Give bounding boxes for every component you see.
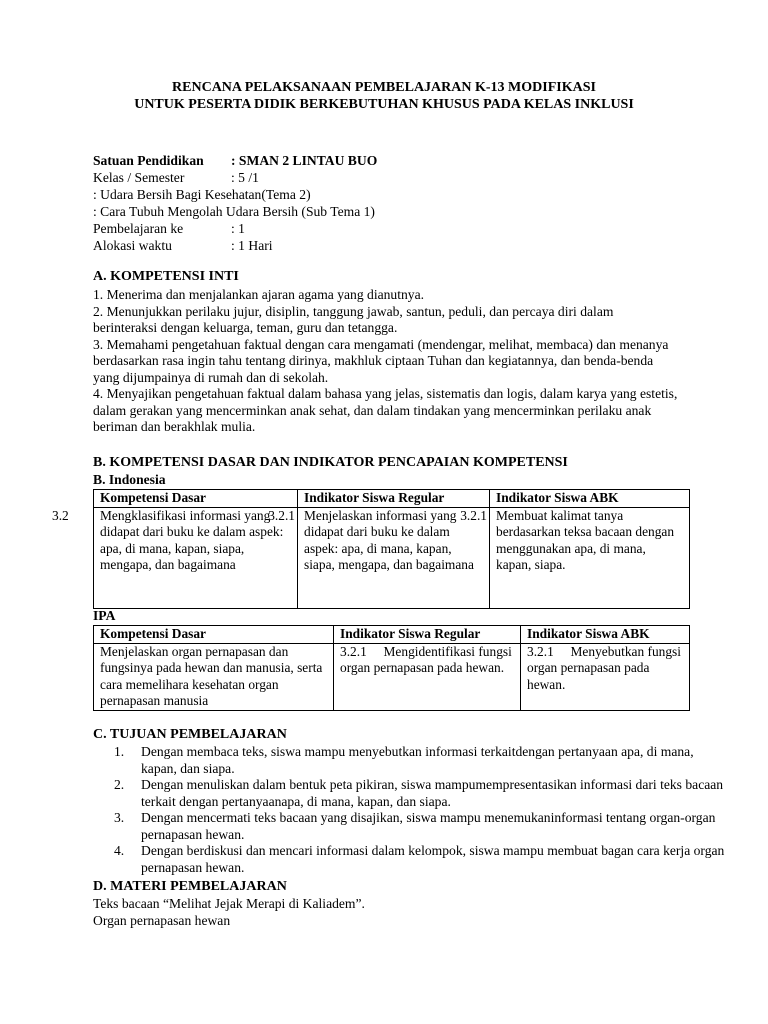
- ipa-kd-table: [93, 625, 690, 711]
- bindo-reg-text: Menjelaskan informasi yang didapat dari buku ke dalam aspek: apa, di mana, kapan, siapa, mengapa, dan bagaimana: [304, 507, 474, 572]
- col-header-abk: Indikator Siswa ABK: [490, 490, 690, 508]
- bindo-kd-table: [52, 489, 690, 609]
- doc-title-line-2: UNTUK PESERTA DIDIK BERKEBUTUHAN KHUSUS PADA KELAS INKLUSI: [134, 97, 634, 112]
- list-item-text: Dengan berdiskusi dan mencari informasi dalam kelompok, siswa mampu membuat bagan cara kerja organ pernapasan hewan.: [141, 843, 725, 875]
- pembelajaran-label: Pembelajaran ke: [93, 221, 184, 236]
- ki-item-2: 2. Menunjukkan perilaku jujur, disiplin, tanggung jawab, santun, peduli, dan percaya diri dalam berinteraksi dengan keluarga, teman, guru dan tetangga.: [93, 303, 614, 335]
- table-row: [94, 643, 690, 710]
- alokasi-value: : 1 Hari: [231, 238, 273, 253]
- list-item: [114, 777, 726, 810]
- section-heading-tujuan: C. TUJUAN PEMBELAJARAN: [93, 727, 287, 742]
- bindo-kd-cell: [52, 507, 298, 608]
- bindo-kd-text: Mengklasifikasi informasi yang didapat dari buku ke dalam aspek: apa, di mana, kapan, siapa, mengapa, dan bagaimana: [100, 507, 284, 572]
- alokasi-label: Alokasi waktu: [93, 238, 172, 253]
- bindo-abk-cell: [490, 507, 690, 608]
- bindo-kd-number: 3.2: [52, 507, 69, 523]
- bindo-reg-number: 3.2.1: [268, 507, 295, 523]
- subject-bindo: B. Indonesia: [93, 472, 166, 487]
- list-item: [114, 810, 726, 843]
- tujuan-list: [93, 744, 726, 876]
- satuan-value: : SMAN 2 LINTAU BUO: [231, 153, 378, 168]
- table-header-row: [94, 626, 690, 644]
- bindo-reg-cell: [298, 507, 490, 608]
- list-item: [114, 744, 726, 777]
- col-header-kd: Kompetensi Dasar: [94, 490, 298, 508]
- bindo-abk-number: 3.2.1: [460, 507, 487, 523]
- list-item: [114, 843, 726, 876]
- list-item-text: Dengan membaca teks, siswa mampu menyebutkan informasi terkaitdengan pertanyaan apa, di mana, kapan, dan siapa.: [141, 744, 694, 776]
- table-row: [94, 507, 690, 608]
- list-item-number: 3.: [114, 810, 125, 825]
- bindo-abk-text: Membuat kalimat tanya berdasarkan teksa bacaan dengan menggunakan apa, di mana, kapan, siapa.: [496, 507, 675, 572]
- list-item-number: 2.: [114, 777, 125, 792]
- materi-line-2: Organ pernapasan hewan: [93, 913, 231, 928]
- satuan-label: Satuan Pendidikan: [93, 153, 204, 168]
- doc-title-line-1: RENCANA PELAKSANAAN PEMBELAJARAN K-13 MODIFIKASI: [172, 80, 596, 95]
- tema-line: : Udara Bersih Bagi Kesehatan(Tema 2): [93, 187, 311, 202]
- col-header-regular: Indikator Siswa Regular: [334, 626, 521, 644]
- ipa-kd-cell: Menjelaskan organ pernapasan dan fungsinya pada hewan dan manusia, serta cara memelihara kesehatan organ pernapasan manusia: [94, 643, 334, 710]
- pembelajaran-value: : 1: [231, 221, 245, 236]
- list-item-text: Dengan mencermati teks bacaan yang disajikan, siswa mampu menemukaninformasi tentang organ-organ pernapasan hewan.: [141, 810, 716, 842]
- ki-item-1: 1. Menerima dan menjalankan ajaran agama yang dianutnya.: [93, 287, 425, 302]
- col-header-regular: Indikator Siswa Regular: [298, 490, 490, 508]
- col-header-kd: Kompetensi Dasar: [94, 626, 334, 644]
- table-header-row: [94, 490, 690, 508]
- ipa-reg-cell: 3.2.1 Mengidentifikasi fungsi organ pernapasan pada hewan.: [334, 643, 521, 710]
- list-item-number: 4.: [114, 843, 125, 858]
- ipa-abk-cell: 3.2.1 Menyebutkan fungsi organ pernapasan pada hewan.: [521, 643, 690, 710]
- materi-line-1: Teks bacaan “Melihat Jejak Merapi di Kaliadem”.: [93, 896, 365, 911]
- ki-item-4: 4. Menyajikan pengetahuan faktual dalam bahasa yang jelas, sistematis dan logis, dalam karya yang estetis, dalam gerakan yang mencerminkan anak sehat, dan dalam tindakan yang mencerminkan perilaku anak beriman dan berakhlak mulia.: [93, 386, 678, 434]
- list-item-text: Dengan menuliskan dalam bentuk peta pikiran, siswa mampumempresentasikan informasi dari teks bacaan terkait dengan pertanyaanapa, di mana, kapan, dan siapa.: [141, 777, 724, 809]
- subtema-line: : Cara Tubuh Mengolah Udara Bersih (Sub Tema 1): [93, 204, 375, 219]
- subject-ipa: IPA: [93, 608, 116, 623]
- kompetensi-inti-list: [93, 287, 678, 436]
- section-heading-materi: D. MATERI PEMBELAJARAN: [93, 879, 287, 894]
- list-item-number: 1.: [114, 744, 125, 759]
- section-heading-kompetensi-dasar: B. KOMPETENSI DASAR DAN INDIKATOR PENCAPAIAN KOMPETENSI: [93, 455, 568, 470]
- section-heading-kompetensi-inti: A. KOMPETENSI INTI: [93, 269, 239, 284]
- kelas-label: Kelas / Semester: [93, 170, 185, 185]
- ki-item-3: 3. Memahami pengetahuan faktual dengan cara mengamati (mendengar, melihat, membaca) dan menanya berdasarkan rasa ingin tahu tentang dirinya, makhluk ciptaan Tuhan dan kegiatannya, dan benda-benda yang dijumpainya di rumah dan di sekolah.: [93, 336, 669, 385]
- col-header-abk: Indikator Siswa ABK: [521, 626, 690, 644]
- kelas-value: : 5 /1: [231, 170, 259, 185]
